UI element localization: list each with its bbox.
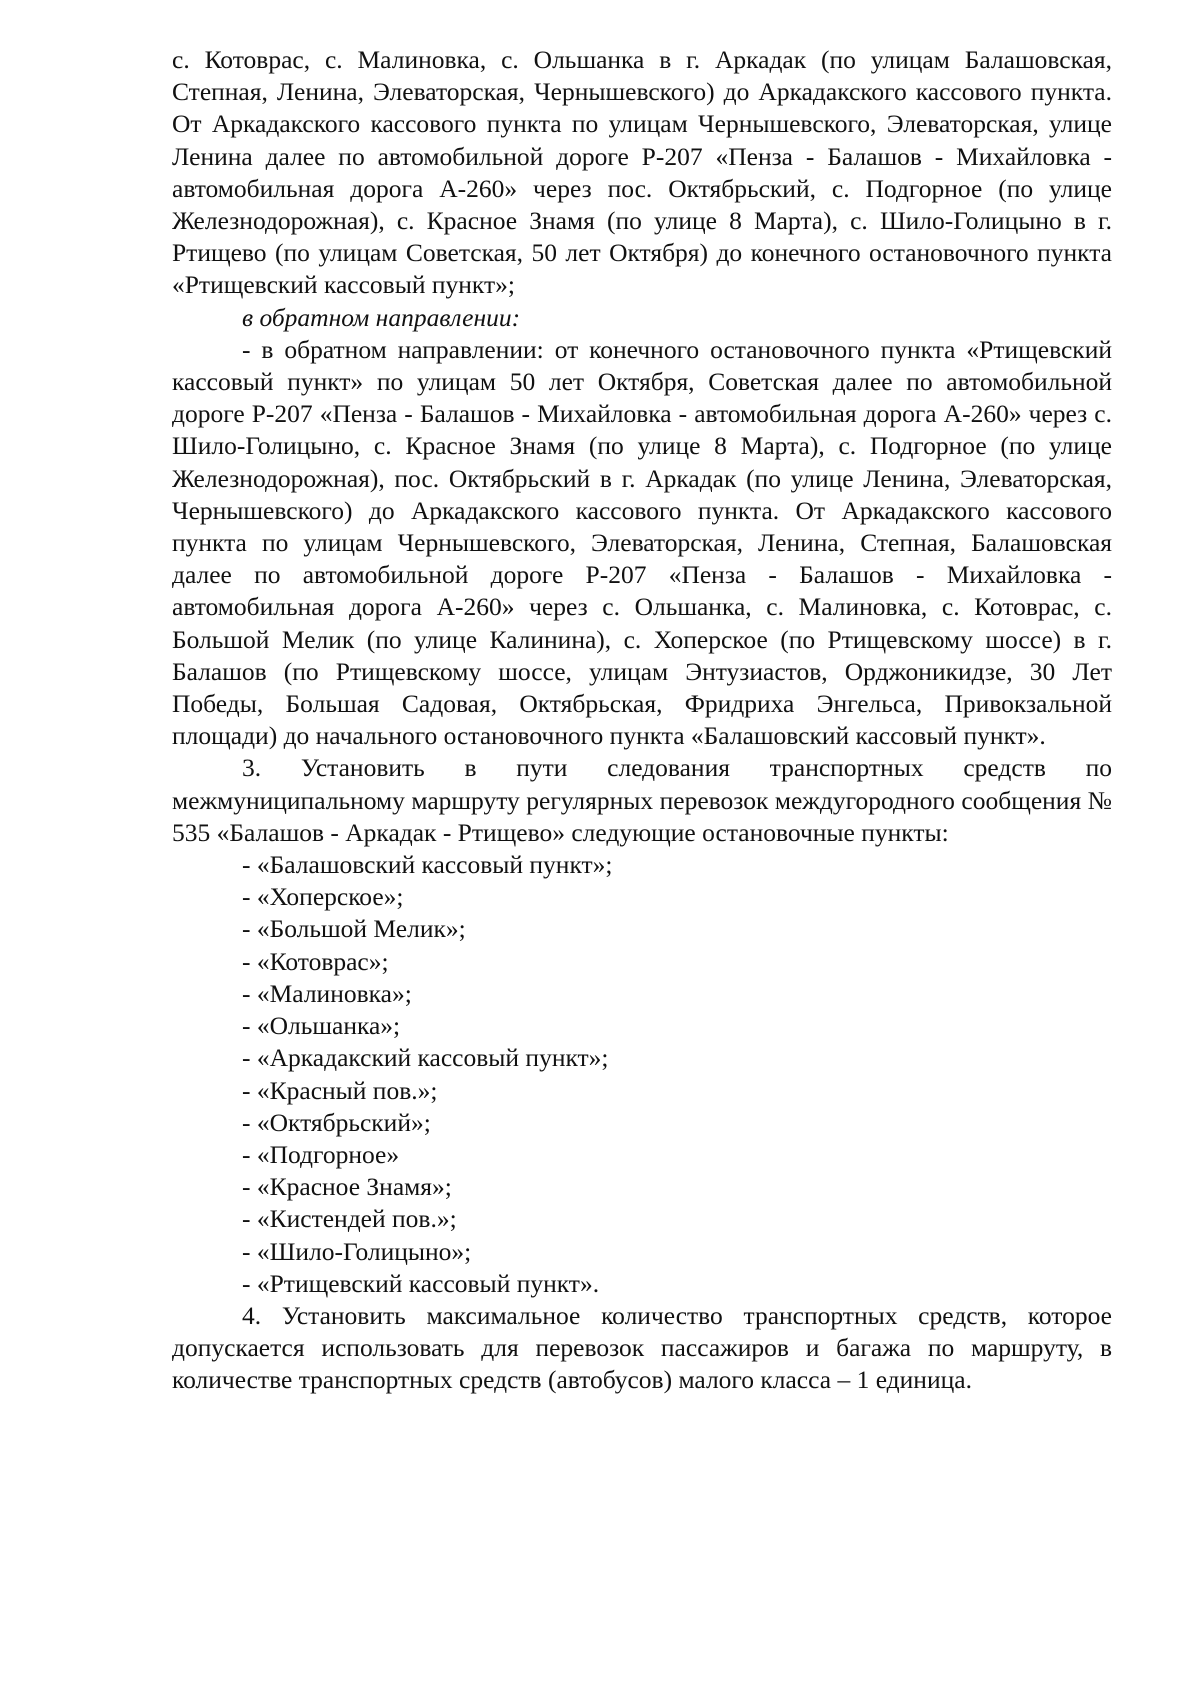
stops-list xyxy=(172,849,1112,1300)
document-body xyxy=(172,44,1112,1397)
item-4-paragraph: 4. Установить максимальное количество транспортных средств, которое допускается использовать для перевозок пассажиров и багажа по маршруту, в количестве транспортных средств (автобусов) малого класса – 1 единица. xyxy=(172,1300,1112,1395)
list-item: - «Большой Мелик»; xyxy=(242,914,466,944)
route-forward-paragraph: с. Котоврас, с. Малиновка, с. Ольшанка в г. Аркадак (по улицам Балашовская, Степная, Ленина, Элеваторская, Чернышевского) до Аркадакского кассового пункта. От Аркадакского кассового пункта по улицам Чернышевского, Элеваторская, улице Ленина далее по автомобильной дороге Р-207 «Пенза - Балашов - Михайловка - автомобильная дорога А-260» через пос. Октябрьский, с. Подгорное (по улице Железнодорожная), с. Красное Знамя (по улице 8 Марта), с. Шило-Голицыно в г. Ртищево (по улицам Советская, 50 лет Октября) до конечного остановочного пункта «Ртищевский кассовый пункт»; xyxy=(172,45,1112,300)
list-item: - «Хоперское»; xyxy=(242,882,404,912)
list-item: - «Малиновка»; xyxy=(242,978,412,1008)
list-item: - «Кистендей пов.»; xyxy=(242,1204,457,1234)
list-item: - «Балашовский кассовый пункт»; xyxy=(242,850,613,880)
list-item: - «Подгорное» xyxy=(242,1139,400,1169)
item-3-paragraph: 3. Установить в пути следования транспортных средств по межмуниципальному маршруту регулярных перевозок междугородного сообщения № 535 «Балашов - Аркадак - Ртищево» следующие остановочные пункты: xyxy=(172,753,1112,847)
list-item: - «Шило-Голицыно»; xyxy=(242,1236,472,1266)
list-item: - «Ольшанка»; xyxy=(242,1011,401,1041)
route-reverse-paragraph: - в обратном направлении: от конечного остановочного пункта «Ртищевский кассовый пункт» по улицам 50 лет Октября, Советская далее по автомобильной дороге Р-207 «Пенза - Балашов - Михайловка - автомобильная дорога А-260» через с. Шило-Голицыно, с. Красное Знамя (по улице 8 Марта), с. Подгорное (по улице Железнодорожная), пос. Октябрьский в г. Аркадак (по улице Ленина, Элеваторская, Чернышевского) до Аркадакского кассового пункта. От Аркадакского кассового пункта по улицам Чернышевского, Элеваторская, Ленина, Степная, Балашовская далее по автомобильной дороге Р-207 «Пенза - Балашов - Михайловка - автомобильная дорога А-260» через с. Ольшанка, с. Малиновка, с. Котоврас, с. Большой Мелик (по улице Калинина), с. Хоперское (по Ртищевскому шоссе) в г. Балашов (по Ртищевскому шоссе, улицам Энтузиастов, Орджоникидзе, 30 Лет Победы, Большая Садовая, Октябрьская, Фридриха Энгельса, Привокзальной площади) до начального остановочного пункта «Балашовский кассовый пункт». xyxy=(172,334,1112,751)
reverse-direction-heading: в обратном направлении: xyxy=(242,302,521,332)
list-item: - «Красное Знамя»; xyxy=(242,1172,452,1202)
list-item: - «Красный пов.»; xyxy=(242,1075,438,1105)
list-item: - «Котоврас»; xyxy=(242,946,389,976)
list-item: - «Октябрьский»; xyxy=(242,1107,431,1137)
list-item: - «Аркадакский кассовый пункт»; xyxy=(242,1043,609,1073)
list-item: - «Ртищевский кассовый пункт». xyxy=(242,1268,600,1298)
